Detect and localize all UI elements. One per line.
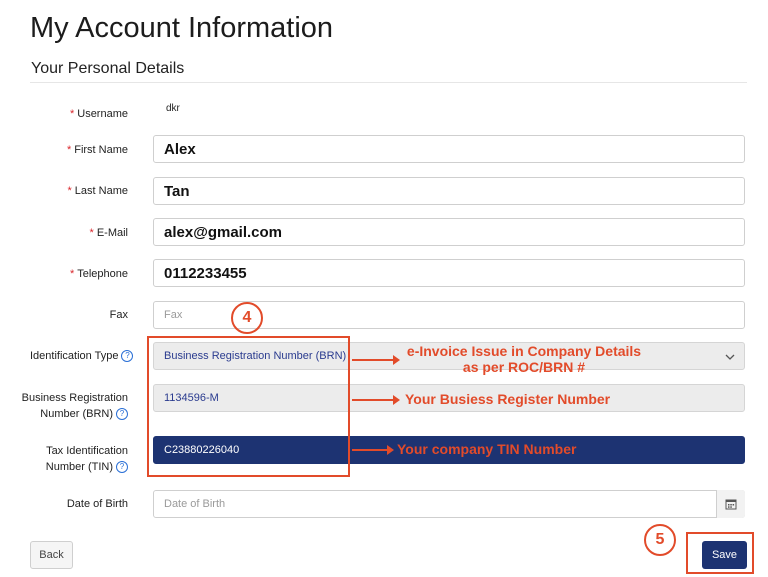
brn-field[interactable]: 1134596-M xyxy=(153,384,745,412)
last-name-label: * Last Name xyxy=(67,185,128,197)
dob-field[interactable]: Date of Birth xyxy=(153,490,745,518)
email-field[interactable]: alex@gmail.com xyxy=(153,218,745,246)
telephone-label: * Telephone xyxy=(69,268,128,280)
page-title: My Account Information xyxy=(30,12,334,44)
annotation-arrow-brn xyxy=(352,399,394,401)
telephone-field[interactable]: 0112233455 xyxy=(153,259,745,287)
section-title: Your Personal Details xyxy=(31,60,185,77)
username-label: * Username xyxy=(69,108,128,120)
question-circle-icon[interactable]: ? xyxy=(121,350,133,362)
fax-field[interactable]: Fax xyxy=(153,301,745,329)
annotation-box-save xyxy=(686,532,754,574)
save-button[interactable]: Save xyxy=(702,541,747,569)
calendar-icon xyxy=(725,498,737,510)
tin-label: Tax Identification Number (TIN) ? xyxy=(45,445,128,473)
calendar-button[interactable] xyxy=(716,490,745,518)
dob-label: Date of Birth xyxy=(66,498,128,510)
last-name-field[interactable]: Tan xyxy=(153,177,745,205)
first-name-label: * First Name xyxy=(66,144,128,156)
first-name-field[interactable]: Alex xyxy=(153,135,745,163)
question-circle-icon[interactable]: ? xyxy=(116,461,128,473)
annotation-arrow-tin xyxy=(352,449,388,451)
annotation-arrow-id xyxy=(352,359,394,361)
annotation-note-id: e-Invoice Issue in Company Details as per ROC/BRN # xyxy=(406,343,642,375)
annotation-box-id-fields xyxy=(147,336,350,477)
identification-type-label: Identification Type ? xyxy=(30,348,133,364)
back-button[interactable]: Back xyxy=(30,541,73,569)
chevron-down-icon xyxy=(724,351,736,363)
brn-label: Business Registration Number (BRN) ? xyxy=(21,392,128,420)
fax-label: Fax xyxy=(109,309,128,321)
username-value: dkr xyxy=(166,103,180,114)
question-circle-icon[interactable]: ? xyxy=(116,408,128,420)
annotation-step-5: 5 xyxy=(644,524,676,556)
tin-field[interactable]: C23880226040 xyxy=(153,436,745,464)
annotation-note-tin: Your company TIN Number xyxy=(397,441,577,457)
identification-type-select[interactable]: Business Registration Number (BRN) xyxy=(153,342,745,370)
annotation-note-brn: Your Busiess Register Number xyxy=(405,391,611,407)
section-divider xyxy=(30,82,747,83)
annotation-step-4: 4 xyxy=(231,302,263,334)
email-label: * E-Mail xyxy=(89,227,128,239)
